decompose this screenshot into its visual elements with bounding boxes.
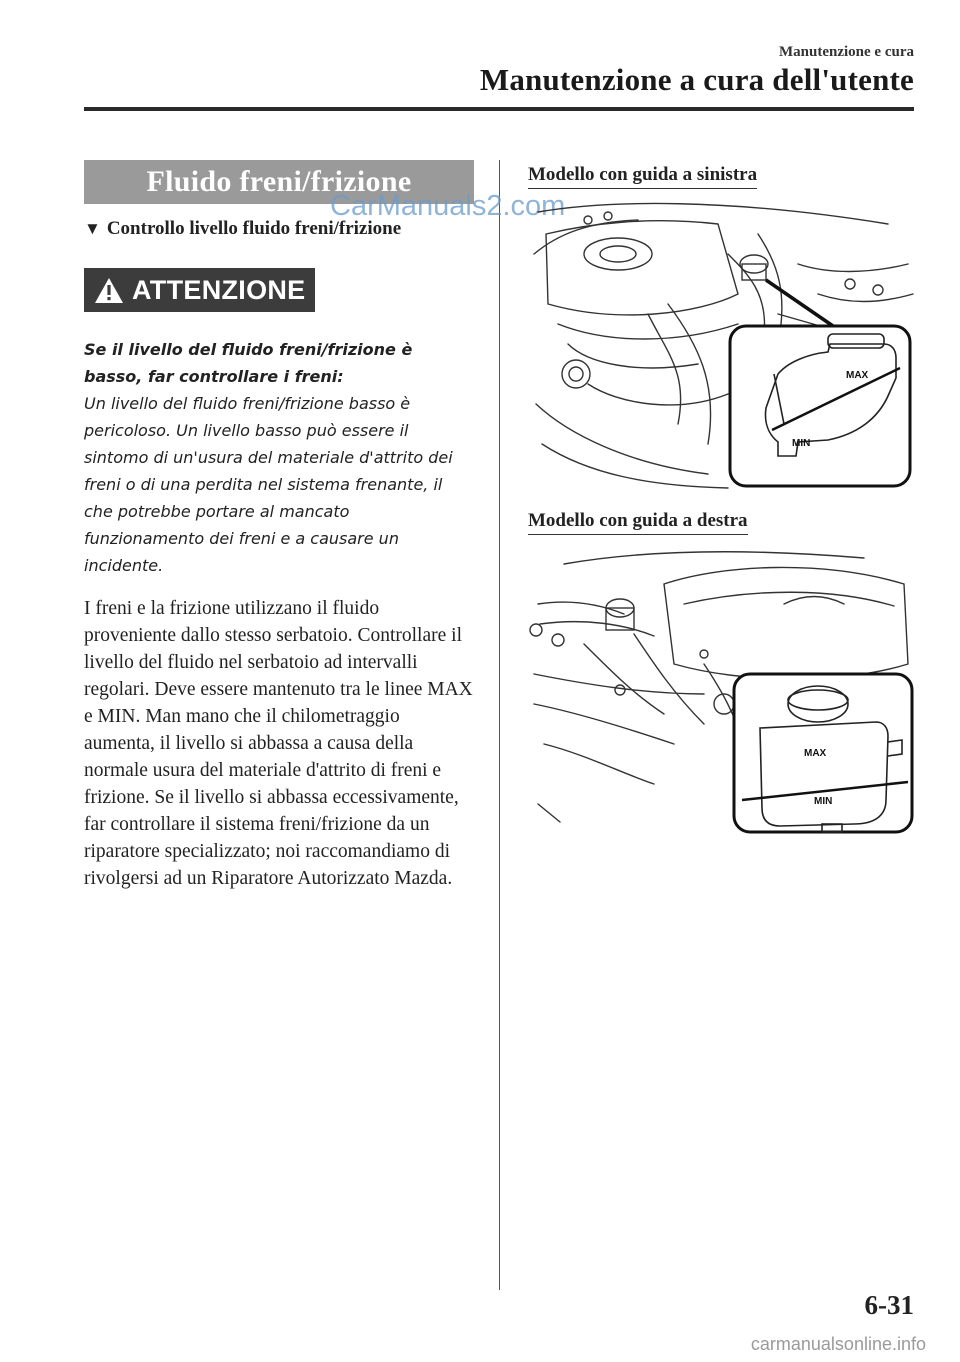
- running-header-chapter: Manutenzione a cura dell'utente: [479, 62, 914, 97]
- body-text: I freni e la frizione utilizzano il fluido proveniente dallo stesso serbatoio. Controllare il livello del fluido nel serbatoio ad intervalli regolari. Deve essere mantenuto tra le linee MAX e MIN. Man mano che il chilometraggio aumenta, il livello si abbassa a causa della normale usura del materiale d'attrito di freni e frizione. Se il livello si abbassa eccessivamente, far controllare il sistema freni/frizione da un riparatore specializzato; noi raccomandiamo di rivolgersi ad un Riparatore Autorizzato Mazda.: [84, 598, 473, 889]
- watermark-bottom: carmanualsonline.info: [750, 1334, 926, 1354]
- header-rule: [84, 107, 914, 111]
- engine-bay-lhd-illustration: [528, 194, 918, 490]
- subheading-text: Controllo livello fluido freni/frizione: [106, 218, 402, 239]
- column-divider: [499, 160, 500, 1290]
- running-header-section: Manutenzione e cura: [779, 44, 914, 60]
- warning-body: Un livello del fluido freni/frizione basso è pericoloso. Un livello basso può essere il sintomo di un'usura del materiale d'attrito dei freni o di una perdita nel sistema frenante, il che potrebbe portare al mancato funzionamento dei freni e a causare un incidente.: [84, 394, 453, 575]
- max-label: MAX: [846, 370, 869, 381]
- triangle-marker-icon: ▼: [84, 219, 101, 238]
- warning-banner: [84, 268, 315, 312]
- watermark-top: CarManuals2.com: [330, 190, 566, 222]
- min-label: MIN: [792, 438, 811, 449]
- warning-triangle-icon: [94, 277, 124, 304]
- engine-bay-rhd-illustration: [524, 544, 918, 840]
- left-column: [84, 160, 474, 892]
- warning-lead: Se il livello del fluido freni/frizione è basso, far controllare i freni:: [84, 340, 413, 386]
- caption-right-hand-drive: Modello con guida a destra: [528, 510, 748, 535]
- caption-left-hand-drive: Modello con guida a sinistra: [528, 164, 757, 189]
- warning-label: ATTENZIONE: [132, 274, 306, 305]
- section-title: Fluido freni/frizione: [84, 160, 474, 204]
- page-number: 6-31: [864, 1290, 914, 1320]
- min-label-rhd: MIN: [814, 796, 833, 807]
- max-label-rhd: MAX: [804, 748, 827, 759]
